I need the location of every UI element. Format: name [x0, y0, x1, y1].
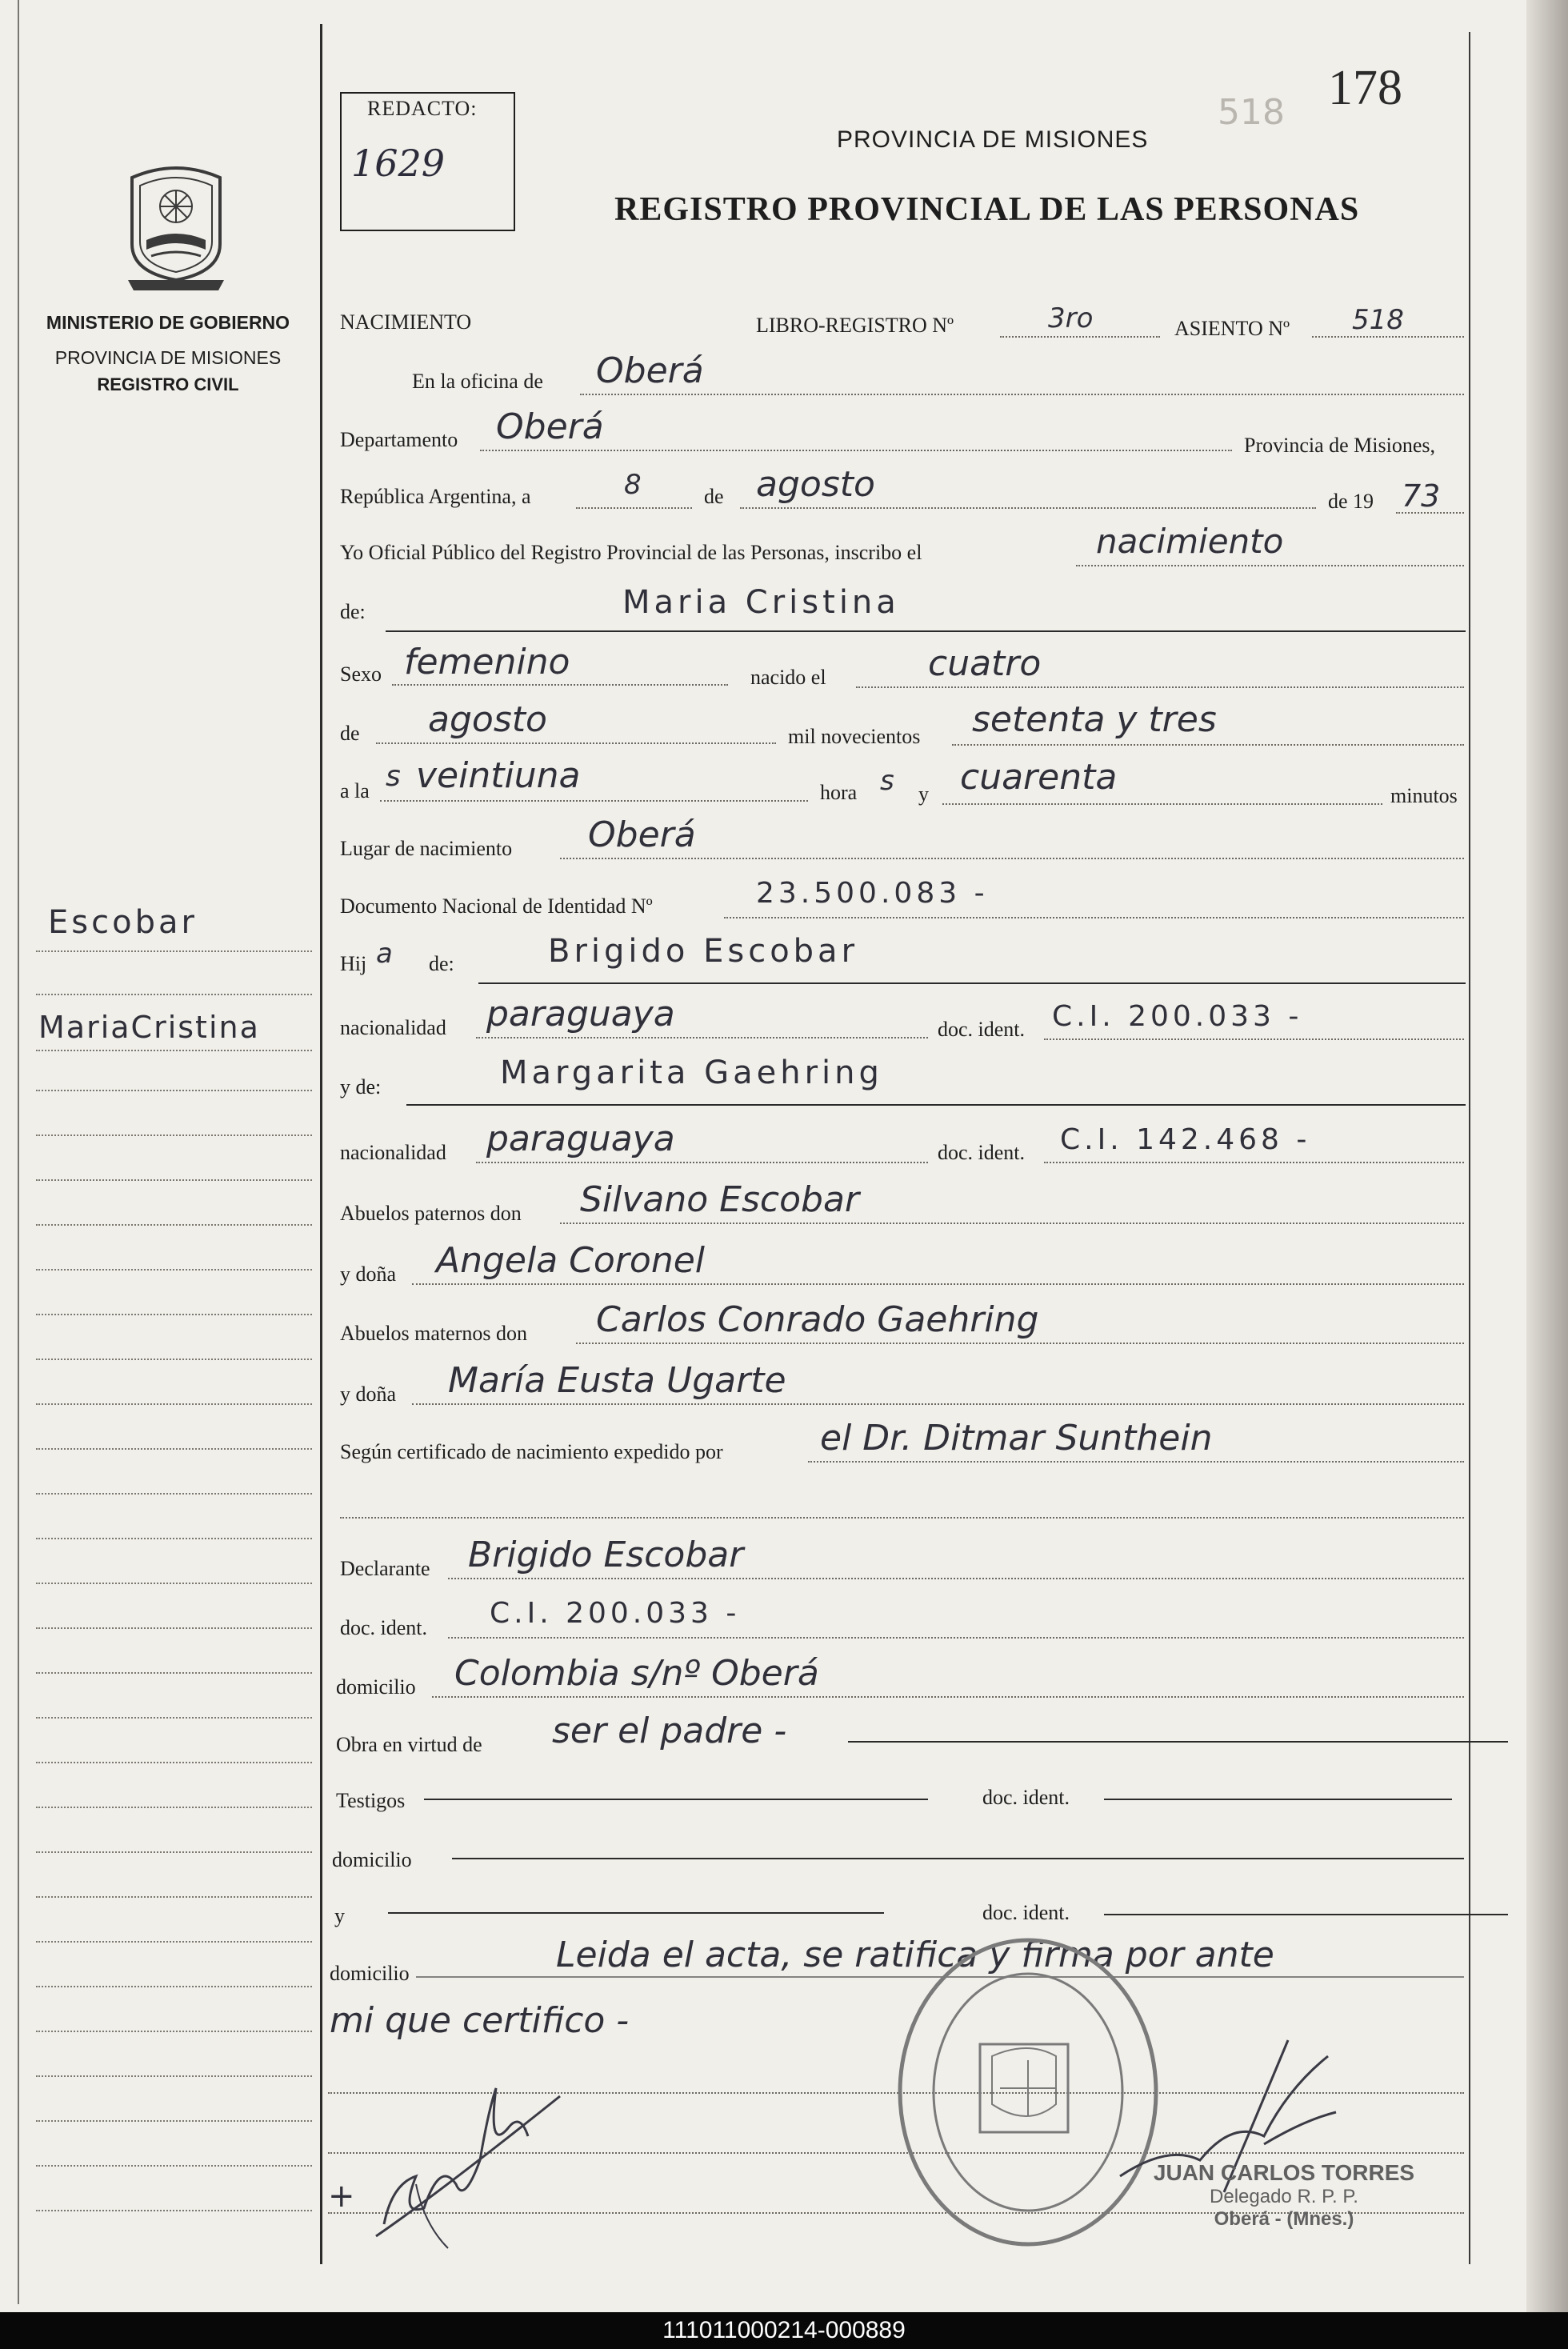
- value-abuelo-materno: Carlos Conrado Gaehring: [596, 1299, 1039, 1340]
- margin-line: [36, 1807, 312, 1808]
- label-y-dona: y doña: [340, 1263, 397, 1286]
- label-minutos: minutos: [1390, 784, 1458, 807]
- registry-title: REGISTRO PROVINCIAL DE LAS PERSONAS: [614, 191, 1360, 228]
- left-header-ministerio: MINISTERIO DE GOBIERNO: [46, 312, 290, 333]
- pencil-number: 518: [1218, 92, 1285, 133]
- signature-mark: +: [328, 2178, 355, 2215]
- redacto-label: REDACTO:: [367, 97, 478, 120]
- field-line: [448, 1578, 1464, 1579]
- redacto-value: 1629: [351, 142, 446, 185]
- left-binding-rule: [18, 0, 19, 2304]
- label-mil-novecientos: mil novecientos: [788, 725, 921, 748]
- redacto-box: [340, 92, 515, 231]
- label-nacionalidad: nacionalidad: [340, 1141, 446, 1164]
- field-line: [1076, 565, 1464, 566]
- margin-line: [36, 2210, 312, 2211]
- label-doc-ident: doc. ident.: [938, 1018, 1026, 1041]
- label-de-name: de:: [340, 600, 366, 623]
- page-number: 178: [1328, 61, 1402, 115]
- margin-line: [36, 994, 312, 995]
- value-certificado: el Dr. Ditmar Sunthein: [820, 1418, 1213, 1459]
- field-line: [476, 1037, 928, 1038]
- label-y-de: y de:: [340, 1075, 382, 1098]
- field-line: [412, 1283, 1464, 1285]
- margin-line: [36, 1403, 312, 1405]
- margin-line: [36, 1717, 312, 1719]
- field-line: [392, 684, 728, 686]
- field-line: [1312, 336, 1464, 338]
- margin-line: [36, 1179, 312, 1181]
- value-month: agosto: [756, 464, 875, 505]
- field-line: [576, 507, 692, 509]
- solid-field-line: [406, 1104, 1466, 1106]
- field-line: [1044, 1162, 1464, 1163]
- label-domicilio: domicilio: [336, 1675, 416, 1699]
- field-line: [448, 1637, 1464, 1639]
- official-role: Delegado R. P. P.: [1210, 2186, 1358, 2207]
- margin-line: [36, 1134, 312, 1136]
- margin-line: [36, 2165, 312, 2167]
- margin-line: [36, 1627, 312, 1629]
- label-doc-ident: doc. ident.: [982, 1786, 1070, 1809]
- margin-line: [36, 1762, 312, 1763]
- field-line: [808, 1461, 1464, 1463]
- label-hora: hora: [820, 781, 858, 804]
- field-line: [476, 1162, 928, 1163]
- value-hora-prefix: s: [386, 760, 401, 793]
- value-oficina: Oberá: [596, 350, 704, 391]
- margin-line: [36, 1050, 312, 1051]
- field-line: [1000, 336, 1160, 338]
- field-line: [740, 507, 1316, 509]
- provincial-seal-icon: [116, 160, 236, 292]
- value-padre-nacionalidad: paraguaya: [486, 994, 675, 1034]
- value-madre-nacionalidad: paraguaya: [486, 1118, 675, 1159]
- label-de-month: de: [704, 485, 724, 508]
- label-y: y: [918, 782, 929, 806]
- margin-line: [36, 2120, 312, 2122]
- margin-line: [36, 1224, 312, 1226]
- label-departamento: Departamento: [340, 428, 458, 451]
- value-asiento: 518: [1352, 304, 1404, 336]
- left-header-provincia: PROVINCIA DE MISIONES: [54, 347, 282, 368]
- value-cierre-linea-2: mi que certifico -: [330, 2000, 630, 2041]
- label-oficina: En la oficina de: [412, 370, 543, 393]
- solid-field-line: [388, 1912, 884, 1914]
- value-year: 73: [1402, 478, 1441, 514]
- margin-line: [36, 1583, 312, 1584]
- value-madre: Margarita Gaehring: [500, 1054, 883, 1091]
- value-sexo: femenino: [404, 642, 570, 682]
- label-obra: Obra en virtud de: [336, 1733, 482, 1756]
- margin-line: [36, 1896, 312, 1898]
- label-documento: Documento Nacional de Identidad Nº: [340, 894, 653, 918]
- official-block: [1132, 2160, 1436, 2231]
- solid-field-line: [452, 1858, 1464, 1859]
- left-header-registro: REGISTRO CIVIL: [97, 374, 239, 394]
- official-name: JUAN CARLOS TORRES: [1153, 2160, 1415, 2185]
- value-lugar: Oberá: [588, 814, 696, 855]
- field-line: [856, 686, 1464, 688]
- solid-field-line: [1104, 1914, 1508, 1915]
- label-sexo: Sexo: [340, 662, 382, 686]
- right-rule: [1469, 32, 1470, 2264]
- margin-line: [36, 1314, 312, 1315]
- value-declarante: Brigido Escobar: [468, 1535, 744, 1575]
- value-dni: 23.500.083 -: [756, 877, 989, 910]
- field-line: [380, 800, 808, 802]
- margin-rule: [320, 24, 322, 2264]
- label-nacido-el: nacido el: [750, 666, 826, 689]
- margin-line: [36, 2031, 312, 2032]
- label-y-dona: y doña: [340, 1383, 397, 1406]
- label-segun-certificado: Según certificado de nacimiento expedido por: [340, 1440, 723, 1463]
- field-line: [432, 1696, 1464, 1698]
- label-de: de: [340, 722, 360, 745]
- field-line: [1044, 1038, 1464, 1040]
- margin-line: [36, 2075, 312, 2077]
- value-cierre-linea-1: Leida el acta, se ratifica y firma por ante: [556, 1935, 1274, 1975]
- value-departamento: Oberá: [496, 406, 604, 447]
- label-a-la: a la: [340, 779, 370, 802]
- label-hij: Hij: [340, 952, 367, 975]
- value-obra: ser el padre -: [552, 1711, 787, 1751]
- value-hij-suffix: a: [376, 938, 393, 970]
- label-asiento: ASIENTO Nº: [1174, 317, 1290, 340]
- value-nombre: Maria Cristina: [622, 584, 900, 621]
- field-line: [724, 917, 1464, 918]
- value-hora: veintiuna: [416, 755, 581, 796]
- label-doc-ident: doc. ident.: [938, 1141, 1026, 1164]
- value-padre-doc: C.I. 200.033 -: [1052, 1000, 1303, 1033]
- label-domicilio: domicilio: [332, 1848, 412, 1871]
- margin-line: [36, 1493, 312, 1495]
- margin-line: [36, 1851, 312, 1853]
- value-nacido-dia: cuatro: [928, 643, 1042, 684]
- margin-line: [36, 1090, 312, 1091]
- value-declarante-domicilio: Colombia s/nº Oberá: [454, 1653, 819, 1694]
- label-republica: República Argentina, a: [340, 485, 531, 508]
- declarant-signature-icon: [368, 2064, 568, 2256]
- label-de-colon: de:: [429, 952, 454, 975]
- label-testigos: Testigos: [336, 1789, 406, 1812]
- value-hora-suffix: s: [880, 765, 894, 797]
- margin-line: [36, 1672, 312, 1674]
- solid-field-line: [848, 1741, 1508, 1743]
- margin-line: [36, 1359, 312, 1360]
- label-nacimiento: NACIMIENTO: [340, 310, 472, 334]
- value-madre-doc: C.I. 142.468 -: [1060, 1123, 1311, 1156]
- label-abuelos-maternos: Abuelos maternos don: [340, 1322, 527, 1345]
- field-line: [480, 450, 1232, 451]
- field-line: [412, 1403, 1464, 1405]
- solid-field-line: [386, 630, 1466, 632]
- value-day: 8: [624, 469, 642, 501]
- margin-line: [36, 950, 312, 952]
- field-line: [580, 394, 1464, 395]
- value-padre: Brigido Escobar: [548, 933, 859, 970]
- value-minutos: cuarenta: [960, 757, 1118, 798]
- margin-line: [36, 1538, 312, 1539]
- value-abuela-paterna: Angela Coronel: [436, 1240, 705, 1281]
- value-abuelo-paterno: Silvano Escobar: [580, 1179, 859, 1220]
- value-declarante-doc: C.I. 200.033 -: [490, 1597, 741, 1630]
- label-doc-ident: doc. ident.: [982, 1901, 1070, 1924]
- province-title: PROVINCIA DE MISIONES: [837, 126, 1149, 153]
- field-line: [952, 744, 1464, 746]
- margin-line: [36, 1269, 312, 1271]
- label-domicilio: domicilio: [330, 1962, 410, 1985]
- field-line: [376, 742, 776, 744]
- field-line: [560, 1223, 1464, 1224]
- label-libro-registro: LIBRO-REGISTRO Nº: [756, 314, 954, 337]
- margin-line: [36, 1986, 312, 1987]
- margin-note-apellido: Escobar: [48, 904, 198, 941]
- label-yo-oficial: Yo Oficial Público del Registro Provincial de las Personas, inscribo el: [340, 541, 922, 564]
- value-libro: 3ro: [1048, 302, 1094, 334]
- label-y-witness: y: [334, 1904, 345, 1927]
- label-de-year: de 19: [1328, 490, 1374, 513]
- label-declarante: Declarante: [340, 1557, 430, 1580]
- value-nacido-anio: setenta y tres: [972, 699, 1217, 740]
- field-line: [576, 1343, 1464, 1344]
- label-provincia: Provincia de Misiones,: [1244, 434, 1436, 457]
- value-inscribo: nacimiento: [1096, 522, 1284, 561]
- margin-note-nombre: MariaCristina: [38, 1010, 260, 1045]
- value-nacido-mes: agosto: [428, 699, 547, 740]
- label-doc-ident: doc. ident.: [340, 1616, 428, 1639]
- label-lugar: Lugar de nacimiento: [340, 837, 513, 860]
- field-line: [560, 858, 1464, 859]
- solid-field-line: [1104, 1799, 1452, 1800]
- solid-field-line: [424, 1799, 928, 1800]
- label-abuelos-paternos: Abuelos paternos don: [340, 1202, 522, 1225]
- margin-line: [36, 1941, 312, 1943]
- label-nacionalidad: nacionalidad: [340, 1016, 446, 1039]
- solid-field-line: [478, 982, 1466, 984]
- value-abuela-materna: María Eusta Ugarte: [448, 1360, 786, 1401]
- page-edge-shadow: [1526, 0, 1568, 2312]
- field-line: [340, 1517, 1464, 1519]
- margin-line: [36, 1448, 312, 1450]
- document-id-bar: 111011000214-000889: [0, 2312, 1568, 2349]
- field-line: [942, 803, 1382, 805]
- official-city: Oberá - (Mnes.): [1214, 2208, 1354, 2230]
